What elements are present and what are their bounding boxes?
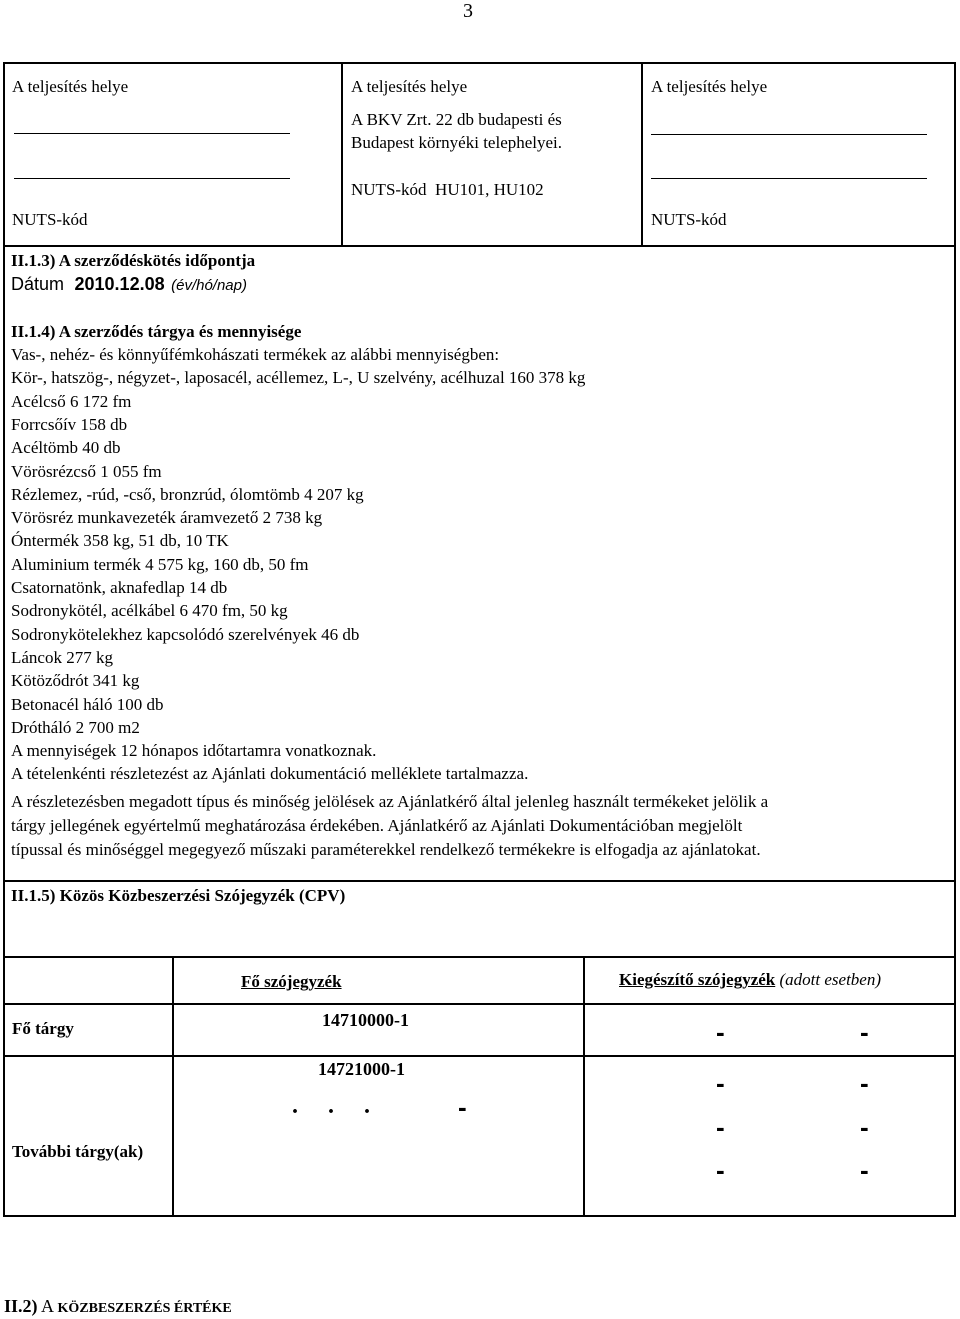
cpv-col-supp-note: (adott esetben) <box>779 970 881 989</box>
subject-item: A tételenkénti részletezést az Ajánlati dokumentáció melléklete tartalmazza. <box>11 764 529 784</box>
subject-item: Aluminium termék 4 575 kg, 160 db, 50 fm <box>11 554 309 574</box>
col2-label: A teljesítés helye <box>351 77 468 96</box>
col3-blank-line-2 <box>651 178 927 179</box>
subject-item: Sodronykötelekhez kapcsolódó szerelvények 46 db <box>11 624 360 644</box>
subject-item: Csatornatönk, aknafedlap 14 db <box>11 578 228 597</box>
section-separator <box>3 880 956 882</box>
subject-item: Óntermék 358 kg, 51 db, 10 TK <box>11 531 229 551</box>
cpv-dash: - <box>860 1068 869 1098</box>
col1-label: A teljesítés helye <box>12 77 129 96</box>
subject-item: Vörösréz munkavezeték áramvezető 2 738 kg <box>11 508 323 528</box>
date-format: (év/hó/nap) <box>171 277 247 294</box>
page-number: 3 <box>463 0 473 22</box>
col2-text-line2: Budapest környéki telephelyei. <box>351 133 563 152</box>
subject-item: Kötöződrót 341 kg <box>11 671 140 691</box>
cpv-heading: II.1.5) Közös Közbeszerzési Szójegyzék (CPV) <box>11 886 346 905</box>
column-divider <box>641 62 643 247</box>
cpv-table-divider <box>3 1055 956 1057</box>
subject-item: Vörösrézcső 1 055 fm <box>11 461 162 481</box>
subject-item: Drótháló 2 700 m2 <box>11 717 140 737</box>
cpv-dash: - <box>716 1155 725 1185</box>
col2-nuts-line: NUTS-kód HU101, HU102 <box>351 180 544 199</box>
cpv-row-main-label: Fő tárgy <box>12 1019 74 1038</box>
col1-blank-line-1 <box>14 133 290 134</box>
cpv-row-other-code: 14721000-1 <box>318 1059 405 1079</box>
cpv-dash: - <box>716 1068 725 1098</box>
date-value: 2010.12.08 <box>74 274 165 294</box>
subject-item: Láncok 277 kg <box>11 647 113 667</box>
subject-paragraph-line1: A részletezésben megadott típus és minőség jelölések az Ajánlatkérő által jelenleg használt termékeket jelölik a <box>11 792 769 811</box>
cpv-table <box>3 956 956 1217</box>
column-divider <box>341 62 343 247</box>
contract-date-row <box>11 274 247 295</box>
next-section-prefix: II.2) <box>4 1296 38 1316</box>
subject-item: Sodronykötél, acélkábel 6 470 fm, 50 kg <box>11 601 288 621</box>
next-section-title-a: A <box>41 1296 54 1316</box>
col1-nuts-label: NUTS-kód <box>12 210 88 229</box>
cpv-col-supp-header <box>619 970 881 990</box>
performance-place-box <box>3 62 956 247</box>
subject-item: Acéltömb 40 db <box>11 438 121 458</box>
subject-item: Acélcső 6 172 fm <box>11 391 132 411</box>
cpv-table-divider <box>583 956 585 1217</box>
subject-item: Vas-, nehéz- és könnyűfémkohászati termékek az alábbi mennyiségben: <box>11 345 500 364</box>
subject-heading: II.1.4) A szerződés tárgya és mennyisége <box>11 322 302 341</box>
col3-nuts-label: NUTS-kód <box>651 210 727 229</box>
subject-item: Betonacél háló 100 db <box>11 694 164 714</box>
cpv-dash: - <box>860 1155 869 1185</box>
cpv-row-other-label: További tárgy(ak) <box>12 1142 144 1161</box>
subject-item: Forrcsőív 158 db <box>11 414 128 434</box>
cpv-dash: - <box>716 1017 725 1047</box>
subject-item: Rézlemez, -rúd, -cső, bronzrúd, ólomtömb 4 207 kg <box>11 484 364 504</box>
subject-paragraph-line3: típussal és minőséggel megegyező műszaki paraméterekkel rendelkező termékekre is elfogadja az ajánlatokat. <box>11 840 761 859</box>
next-section-heading <box>4 1296 232 1317</box>
cpv-table-divider <box>3 1003 956 1005</box>
cpv-col-supp-title: Kiegészítő szójegyzék <box>619 970 776 989</box>
cpv-table-divider <box>172 956 174 1217</box>
subject-paragraph-line2: tárgy jellegének egyértelmű meghatározása érdekében. Ajánlatkérő az Ajánlati Dokumentációban megjelölt <box>11 816 743 835</box>
date-label: Dátum <box>11 274 65 294</box>
cpv-dash: - <box>860 1017 869 1047</box>
col3-blank-line-1 <box>651 134 927 135</box>
subject-item: A mennyiségek 12 hónapos időtartamra vonatkoznak. <box>11 741 377 761</box>
col1-blank-line-2 <box>14 178 290 179</box>
col2-text-line1: A BKV Zrt. 22 db budapesti és <box>351 110 562 129</box>
col3-label: A teljesítés helye <box>651 77 768 96</box>
cpv-dash: - <box>860 1112 869 1142</box>
cpv-col-main-header: Fő szójegyzék <box>241 972 342 991</box>
cpv-dash: - <box>458 1092 467 1122</box>
next-section-title: KÖZBESZERZÉS ÉRTÉKE <box>57 1301 232 1316</box>
cpv-dots: . . . <box>292 1093 370 1119</box>
subject-item: Kör-, hatszög-, négyzet-, laposacél, acéllemez, L-, U szelvény, acélhuzal 160 378 kg <box>11 368 586 388</box>
cpv-dash: - <box>716 1112 725 1142</box>
contract-date-heading: II.1.3) A szerződéskötés időpontja <box>11 251 256 270</box>
cpv-row-main-code: 14710000-1 <box>322 1010 409 1030</box>
